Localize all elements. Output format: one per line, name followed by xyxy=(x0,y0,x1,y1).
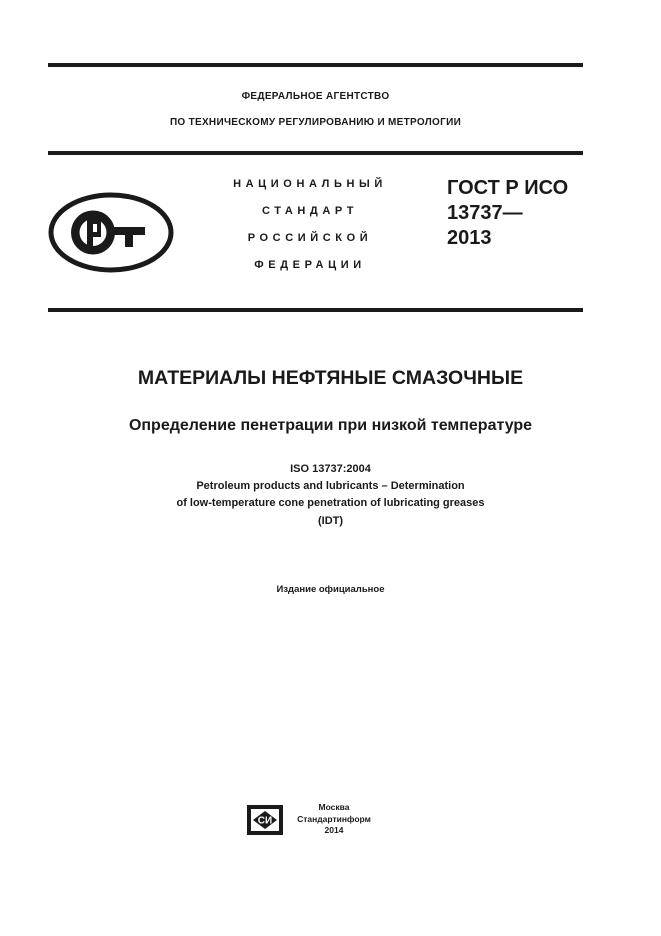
standard-label: СТАНДАРТ xyxy=(261,205,359,217)
agency-line-1: ФЕДЕРАЛЬНОЕ АГЕНТСТВО xyxy=(241,91,390,102)
federation-label: ФЕДЕРАЦИИ xyxy=(254,259,366,271)
publisher-city: Москва xyxy=(318,802,350,812)
header-rule xyxy=(48,151,583,155)
iso-title-line-1: Petroleum products and lubricants – Determination xyxy=(196,480,465,492)
top-rule xyxy=(48,63,583,67)
agency-line-2: ПО ТЕХНИЧЕСКОМУ РЕГУЛИРОВАНИЮ И МЕТРОЛОГИИ xyxy=(169,117,462,128)
russian-label: РОССИЙСКОЙ xyxy=(247,232,373,244)
document-title: МАТЕРИАЛЫ НЕФТЯНЫЕ СМАЗОЧНЫЕ xyxy=(137,367,524,389)
designation-line-1: ГОСТ Р ИСО xyxy=(447,177,569,199)
designation-line-2: 13737— xyxy=(447,202,523,224)
document-subtitle: Определение пенетрации при низкой температуре xyxy=(128,417,533,434)
designation-rule xyxy=(48,308,583,312)
edition-note: Издание официальное xyxy=(276,584,385,595)
national-label: НАЦИОНАЛЬНЫЙ xyxy=(233,178,387,190)
publisher-year: 2014 xyxy=(324,825,344,835)
publisher-name: Стандартинформ xyxy=(297,813,371,824)
iso-title-line-2: of low-temperature cone penetration of lubricating greases xyxy=(176,497,485,509)
standartinform-logo-icon xyxy=(246,804,284,836)
designation-line-3: 2013 xyxy=(447,227,492,249)
logo-text: РСТ xyxy=(111,273,113,274)
publisher-logo-text: СИ xyxy=(257,815,273,827)
publisher-block xyxy=(290,802,378,837)
iso-number: ISO 13737:2004 xyxy=(290,463,371,475)
iso-equivalence: (IDT) xyxy=(317,515,344,527)
rst-logo-icon xyxy=(47,191,175,274)
